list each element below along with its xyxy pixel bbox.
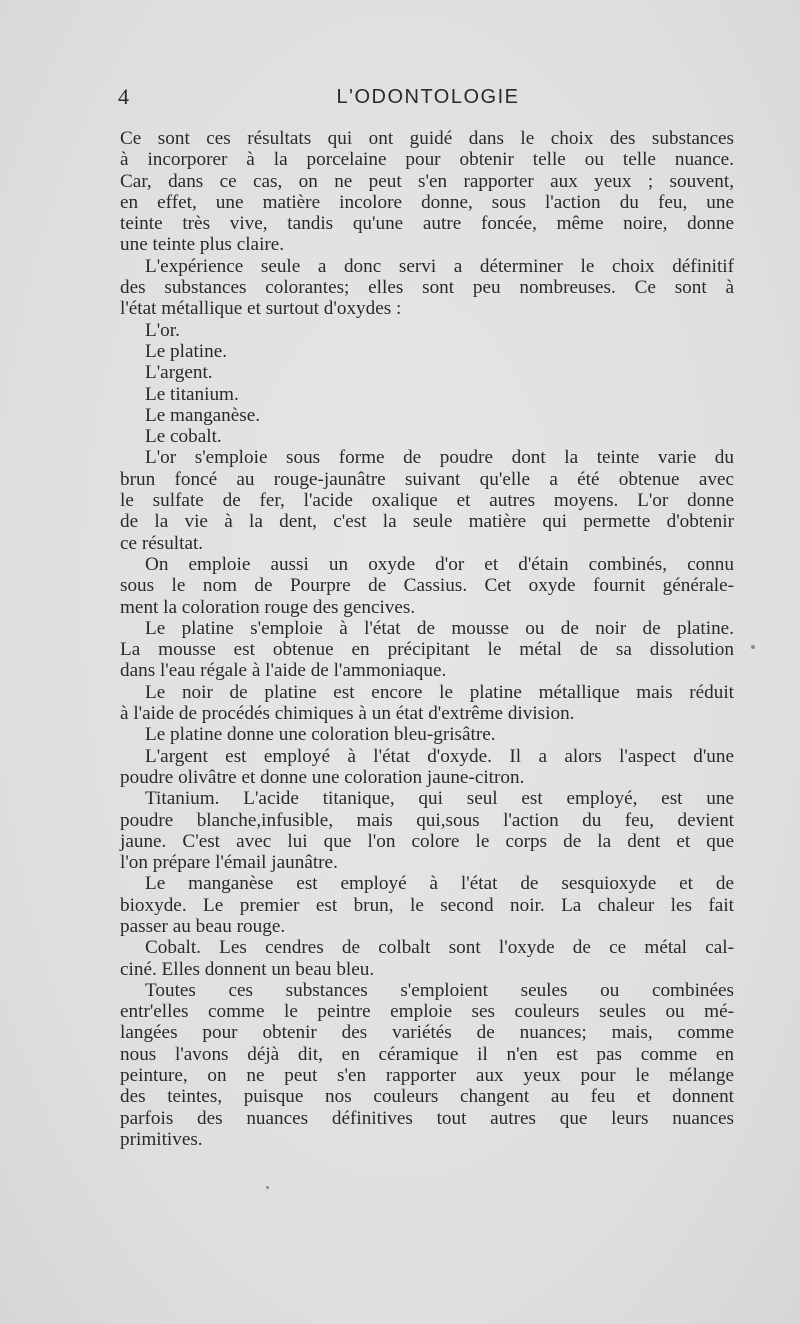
text-line: Le manganèse. <box>145 404 261 426</box>
text-line: l'on prépare l'émail jaunâtre. <box>120 852 338 874</box>
ink-speck <box>266 1186 269 1189</box>
text-line: Cobalt. Les cendres de colbalt sont l'oxyde de ce métal cal- <box>145 937 734 959</box>
text-line: L'argent est employé à l'état d'oxyde. Il a alors l'aspect d'une <box>145 745 734 767</box>
text-line: parfois des nuances définitives tout autres que leurs nuances <box>120 1107 734 1129</box>
text-line: L'expérience seule a donc servi a déterminer le choix définitif <box>145 255 734 277</box>
text-line: à incorporer à la porcelaine pour obtenir telle ou telle nuance. <box>120 149 734 171</box>
text-line: ciné. Elles donnent un beau bleu. <box>120 958 375 980</box>
text-line: des teintes, puisque nos couleurs changent au feu et donnent <box>120 1086 734 1108</box>
page-number: 4 <box>118 84 129 109</box>
text-line: poudre blanche,infusible, mais qui,sous l'action du feu, devient <box>120 809 734 831</box>
text-line: Toutes ces substances s'emploient seules ou combinées <box>145 979 734 1001</box>
text-line: en effet, une matière incolore donne, sous l'action du feu, une <box>120 191 734 213</box>
text-line: à l'aide de procédés chimiques à un état d'extrême division. <box>120 703 575 725</box>
text-line: jaune. C'est avec lui que l'on colore le corps de la dent et que <box>120 830 734 852</box>
text-line: entr'elles comme le peintre emploie ses couleurs seules ou mé- <box>120 1001 734 1023</box>
text-line: de la vie à la dent, c'est la seule matière qui permette d'obtenir <box>120 511 734 533</box>
text-line: L'or. <box>145 319 180 341</box>
text-line: brun foncé au rouge-jaunâtre suivant qu'elle a été obtenue avec <box>120 468 734 490</box>
text-line: Titanium. L'acide titanique, qui seul est employé, est une <box>145 788 734 810</box>
text-line: le sulfate de fer, l'acide oxalique et autres moyens. L'or donne <box>120 490 734 512</box>
text-line: Le titanium. <box>145 383 239 405</box>
text-line: Ce sont ces résultats qui ont guidé dans le choix des substances <box>120 128 734 149</box>
text-line: bioxyde. Le premier est brun, le second noir. La chaleur les fait <box>120 894 734 916</box>
text-line: langées pour obtenir des variétés de nuances; mais, comme <box>120 1022 734 1044</box>
text-line: Le platine s'emploie à l'état de mousse ou de noir de platine. <box>145 617 734 639</box>
text-line: peinture, on ne peut s'en rapporter aux yeux pour le mélange <box>120 1065 734 1087</box>
text-line: passer au beau rouge. <box>120 915 286 937</box>
text-line: La mousse est obtenue en précipitant le métal de sa dissolution <box>120 639 734 661</box>
text-line: Le cobalt. <box>145 426 222 448</box>
text-line: nous l'avons déjà dit, en céramique il n'en est pas comme en <box>120 1043 734 1065</box>
text-line: primitives. <box>120 1128 203 1150</box>
text-line: L'or s'emploie sous forme de poudre dont la teinte varie du <box>145 447 734 469</box>
text-line: une teinte plus claire. <box>120 234 285 256</box>
text-line: ce résultat. <box>120 532 204 554</box>
text-line: poudre olivâtre et donne une coloration jaune-citron. <box>120 766 525 788</box>
text-line: des substances colorantes; elles sont peu nombreuses. Ce sont à <box>120 277 734 299</box>
text-line: teinte très vive, tandis qu'une autre foncée, même noire, donne <box>120 213 734 235</box>
text-line: Car, dans ce cas, on ne peut s'en rapporter aux yeux ; souvent, <box>120 170 734 192</box>
text-line: dans l'eau régale à l'aide de l'ammoniaque. <box>120 660 447 682</box>
running-title: L'ODONTOLOGIE <box>336 86 520 108</box>
text-line: l'état métallique et surtout d'oxydes : <box>120 298 402 320</box>
page-header <box>118 78 738 110</box>
text-line: sous le nom de Pourpre de Cassius. Cet oxyde fournit générale- <box>120 575 734 597</box>
text-line: Le platine donne une coloration bleu-grisâtre. <box>145 724 496 746</box>
text-line: Le manganèse est employé à l'état de sesquioxyde et de <box>145 873 734 895</box>
text-line: On emploie aussi un oxyde d'or et d'étain combinés, connu <box>145 553 734 575</box>
text-line: ment la coloration rouge des gencives. <box>120 596 416 618</box>
text-line: Le noir de platine est encore le platine métallique mais réduit <box>145 681 734 703</box>
text-line: Le platine. <box>145 340 228 362</box>
text-line: L'argent. <box>145 362 213 384</box>
body-text <box>120 128 734 1150</box>
ink-speck <box>751 645 755 649</box>
